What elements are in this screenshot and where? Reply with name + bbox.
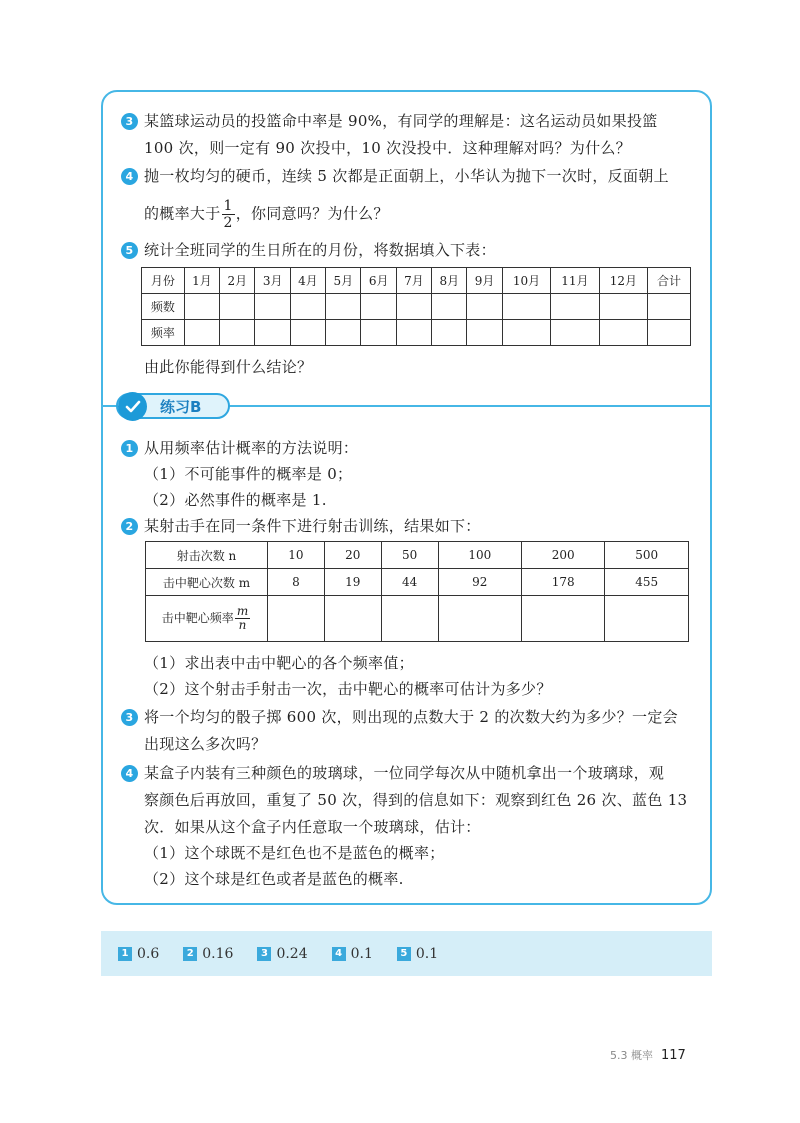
question-b1-sub1: （1）不可能事件的概率是 0；	[144, 465, 353, 483]
table-header-cell: 月份	[142, 268, 185, 294]
exercise-b-title: 练习B	[160, 398, 202, 416]
empty-cell	[648, 320, 691, 346]
table-header-cell: 9月	[467, 268, 502, 294]
fraction-one-half: $\frac{1}{2}$	[223, 198, 233, 231]
empty-cell	[268, 596, 325, 642]
question-b2-line1: 2 某射击手在同一条件下进行射击训练，结果如下：	[121, 515, 481, 537]
row-label: 频率	[142, 320, 185, 346]
question-number-badge: 3	[121, 113, 138, 130]
table-header-cell: 11月	[551, 268, 599, 294]
empty-cell	[599, 320, 647, 346]
row-label: 击中靶心次数 m	[146, 569, 268, 596]
table-header-cell: 2月	[220, 268, 255, 294]
answer-number-box: 3	[257, 947, 271, 961]
question-b4-line2: 察颜色后再放回，重复了 50 次，得到的信息如下：观察到红色 26 次、蓝色 13	[144, 791, 688, 809]
table-cell: 455	[605, 569, 689, 596]
table-row	[142, 294, 691, 320]
table-header-cell: 10月	[502, 268, 550, 294]
empty-cell	[361, 294, 396, 320]
empty-cell	[184, 320, 219, 346]
empty-cell	[605, 596, 689, 642]
answer-number-box: 4	[332, 947, 346, 961]
question-b1-sub2: （2）必然事件的概率是 1.	[144, 491, 327, 509]
question-b1-line1: 1 从用频率估计概率的方法说明：	[121, 437, 358, 459]
table-header-cell: 12月	[599, 268, 647, 294]
empty-cell	[361, 320, 396, 346]
section-label: 5.3 概率	[610, 1049, 653, 1062]
empty-cell	[467, 320, 502, 346]
table-cell: 19	[324, 569, 381, 596]
table-row	[146, 596, 689, 642]
table-header-cell: 6月	[361, 268, 396, 294]
table-header-cell: 1月	[184, 268, 219, 294]
empty-cell	[522, 596, 605, 642]
empty-cell	[290, 320, 325, 346]
table-row	[142, 320, 691, 346]
question-b3-line2: 出现这么多次吗？	[144, 735, 267, 753]
empty-cell	[324, 596, 381, 642]
empty-cell	[255, 294, 290, 320]
table-header-cell: 8月	[432, 268, 467, 294]
empty-cell	[396, 320, 431, 346]
empty-cell	[255, 320, 290, 346]
row-label: 频数	[142, 294, 185, 320]
empty-cell	[381, 596, 438, 642]
empty-cell	[220, 320, 255, 346]
question-b4-line3: 次．如果从这个盒子内任意取一个玻璃球，估计：	[144, 818, 481, 836]
empty-cell	[220, 294, 255, 320]
empty-cell	[290, 294, 325, 320]
empty-cell	[432, 320, 467, 346]
table-cell: 10	[268, 542, 325, 569]
answer-number-box: 1	[118, 947, 132, 961]
row-label: 击中靶心频率 $\frac{m}{n}$	[146, 596, 268, 642]
shooting-table	[145, 541, 689, 642]
question-number-badge: 2	[121, 518, 138, 535]
question-b4-sub2: （2）这个球是红色或者是蓝色的概率.	[144, 870, 404, 888]
table-cell: 8	[268, 569, 325, 596]
fraction-m-over-n: $\frac{m}{n}$	[236, 604, 249, 632]
question-number-badge: 4	[121, 168, 138, 185]
question-number-badge: 1	[121, 440, 138, 457]
empty-cell	[467, 294, 502, 320]
table-header-cell: 3月	[255, 268, 290, 294]
table-cell: 92	[438, 569, 521, 596]
table-cell: 178	[522, 569, 605, 596]
answer-number-box: 2	[183, 947, 197, 961]
question-b2-sub2: （2）这个射击手射击一次，击中靶心的概率可估计为多少？	[144, 680, 552, 698]
table-header-cell: 合计	[648, 268, 691, 294]
empty-cell	[551, 320, 599, 346]
page-number: 117	[661, 1048, 686, 1063]
answer-item: 5 0.1	[397, 946, 438, 962]
answer-item: 1 0.6	[118, 946, 159, 962]
answer-item: 3 0.24	[257, 946, 307, 962]
question-number-badge: 3	[121, 709, 138, 726]
empty-cell	[599, 294, 647, 320]
table-cell: 500	[605, 542, 689, 569]
question-number-badge: 4	[121, 765, 138, 782]
table-header-cell: 7月	[396, 268, 431, 294]
table-cell: 100	[438, 542, 521, 569]
question-a3-line2: 100 次，则一定有 90 次投中，10 次没投中．这种理解对吗？为什么？	[144, 139, 631, 157]
question-a5-line1: 5 统计全班同学的生日所在的月份，将数据填入下表：	[121, 239, 496, 261]
table-row	[146, 569, 689, 596]
table-cell: 20	[324, 542, 381, 569]
table-cell: 200	[522, 542, 605, 569]
table-header-row	[142, 268, 691, 294]
empty-cell	[184, 294, 219, 320]
empty-cell	[502, 294, 550, 320]
table-header-cell: 5月	[326, 268, 361, 294]
table-row	[146, 542, 689, 569]
empty-cell	[326, 294, 361, 320]
pencil-check-icon	[118, 392, 147, 421]
answer-item: 4 0.1	[332, 946, 373, 962]
question-a4-line1: 4 抛一枚均匀的硬币，连续 5 次都是正面朝上，小华认为抛下一次时，反面朝上	[121, 165, 669, 187]
empty-cell	[326, 320, 361, 346]
question-b2-sub1: （1）求出表中击中靶心的各个频率值；	[144, 654, 414, 672]
question-b4-sub1: （1）这个球既不是红色也不是蓝色的概率；	[144, 844, 445, 862]
empty-cell	[396, 294, 431, 320]
empty-cell	[502, 320, 550, 346]
page-footer	[610, 1047, 686, 1063]
question-a4-line2: 的概率大于 $\frac{1}{2}$ ，你同意吗？为什么？	[144, 198, 389, 231]
table-cell: 50	[381, 542, 438, 569]
answer-item: 2 0.16	[183, 946, 233, 962]
answer-strip	[101, 931, 712, 976]
birthday-month-table	[141, 267, 691, 346]
question-a5-conclusion: 由此你能得到什么结论？	[144, 358, 313, 376]
question-b3-line1: 3 将一个均匀的骰子掷 600 次，则出现的点数大于 2 的次数大约为多少？一定会	[121, 706, 678, 728]
question-b4-line1: 4 某盒子内装有三种颜色的玻璃球，一位同学每次从中随机拿出一个玻璃球，观	[121, 762, 664, 784]
empty-cell	[648, 294, 691, 320]
answer-number-box: 5	[397, 947, 411, 961]
empty-cell	[551, 294, 599, 320]
empty-cell	[438, 596, 521, 642]
question-a3-line1: 3 某篮球运动员的投篮命中率是 90%，有同学的理解是：这名运动员如果投篮	[121, 110, 658, 132]
table-header-cell: 4月	[290, 268, 325, 294]
empty-cell	[432, 294, 467, 320]
question-number-badge: 5	[121, 242, 138, 259]
table-cell: 44	[381, 569, 438, 596]
row-label: 射击次数 n	[146, 542, 268, 569]
